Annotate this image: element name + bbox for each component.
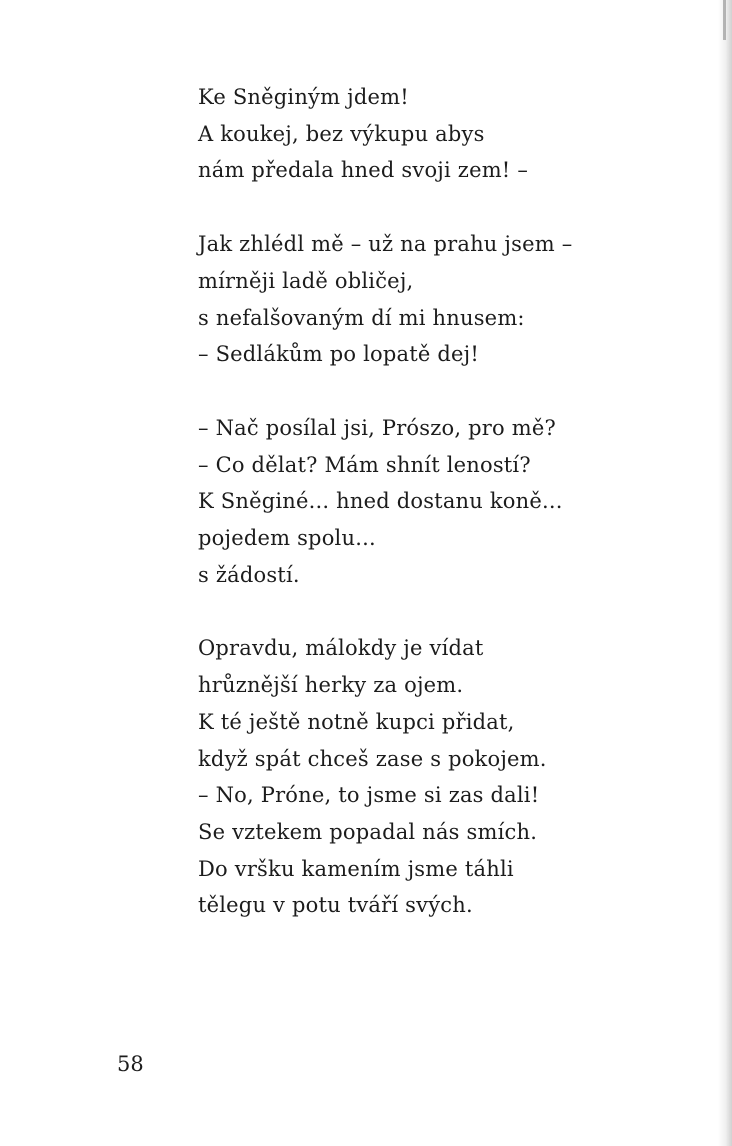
poem-line: K Sněginé... hned dostanu koně... [198,489,563,514]
poem-line: s nefalšovaným dí mi hnusem: [198,305,525,330]
poem-text [198,79,698,961]
stanza [198,226,698,373]
page-edge-mark [723,0,726,40]
poem-line: – No, Próne, to jsme si zas dali! [198,783,540,808]
stanza [198,410,698,594]
stanza [198,630,698,924]
poem-line: Ke Sněginým jdem! [198,85,409,109]
poem-line: hrůznější herky za ojem. [198,673,464,698]
poem-line: K té ještě notně kupci přidat, [198,709,515,734]
poem-line: A koukej, bez výkupu abys [198,121,485,146]
poem-line: mírněji ladě obličej, [198,268,414,293]
page-edge-shadow [718,0,732,1146]
poem-line: Se vztekem popadal nás smích. [198,819,538,844]
poem-line: když spát chceš zase s pokojem. [198,746,547,771]
poem-line: – Co dělat? Mám shnít leností? [198,452,531,477]
poem-line: tělegu v potu tváří svých. [198,893,473,918]
poem-line: – Nač posílal jsi, Prószo, pro mě? [198,415,556,440]
poem-line: Jak zhlédl mě – už na prahu jsem – [198,232,573,257]
poem-line: s žádostí. [198,562,300,587]
poem-line: Opravdu, málokdy je vídat [198,636,484,661]
page-number: 58 [117,1052,144,1076]
poem-line: pojedem spolu... [198,526,376,551]
poem-line: Do vršku kamením jsme táhli [198,856,514,881]
stanza [198,79,698,189]
poem-line: nám předala hned svoji zem! – [198,158,529,183]
poem-line: – Sedlákům po lopatě dej! [198,342,479,367]
